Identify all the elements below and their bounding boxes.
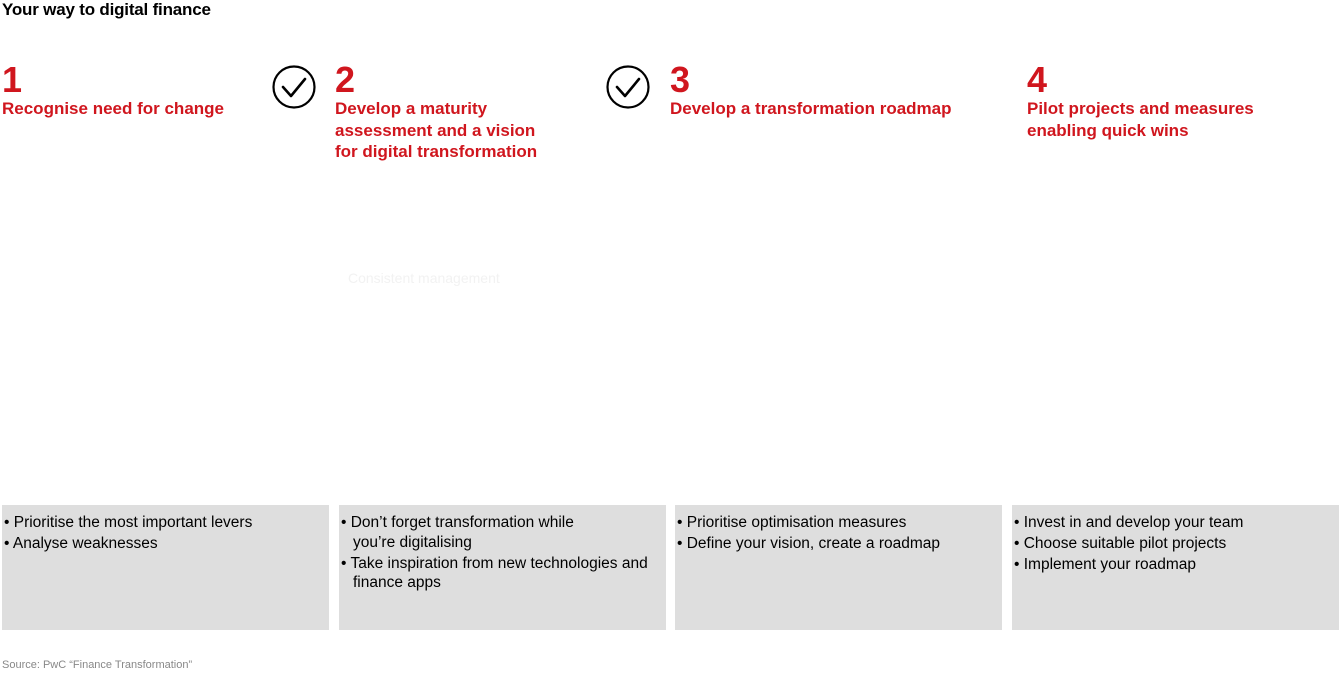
page-title: Your way to digital finance <box>2 0 211 19</box>
step-3 <box>670 60 1000 120</box>
checkmark-circle-icon <box>605 64 651 110</box>
step-2 <box>335 60 560 163</box>
step-label: Recognise need for change <box>2 99 224 118</box>
step-4-actions-box <box>1012 505 1339 630</box>
list-item: • Take inspiration from new technologies and finance apps <box>341 554 653 593</box>
list-item: • Prioritise the most important levers <box>4 513 325 533</box>
step-2-actions-box <box>339 505 666 630</box>
list-item: • Don’t forget transformation while you’re digitalising <box>341 513 608 552</box>
source-note: Source: PwC “Finance Transformation” <box>2 659 193 671</box>
faint-caption: Consistent management <box>348 270 500 286</box>
step-number: 3 <box>670 59 691 100</box>
step-label: Pilot projects and measures enabling quick wins <box>1027 99 1254 140</box>
step-number: 2 <box>335 59 356 100</box>
list-item: • Prioritise optimisation measures <box>677 513 998 533</box>
step-1 <box>2 60 252 120</box>
list-item: • Implement your roadmap <box>1014 555 1335 575</box>
step-3-actions-box <box>675 505 1002 630</box>
list-item: • Choose suitable pilot projects <box>1014 534 1335 554</box>
step-number: 4 <box>1027 59 1048 100</box>
list-item: • Invest in and develop your team <box>1014 513 1335 533</box>
step-label: Develop a transformation roadmap <box>670 99 952 118</box>
step-number: 1 <box>2 59 23 100</box>
list-item: • Analyse weaknesses <box>4 534 325 554</box>
list-item: • Define your vision, create a roadmap <box>677 534 998 554</box>
checkmark-circle-icon <box>271 64 317 110</box>
step-1-actions-box <box>2 505 329 630</box>
step-4 <box>1027 60 1287 141</box>
step-label: Develop a maturity assessment and a vision for digital transformation <box>335 99 538 161</box>
